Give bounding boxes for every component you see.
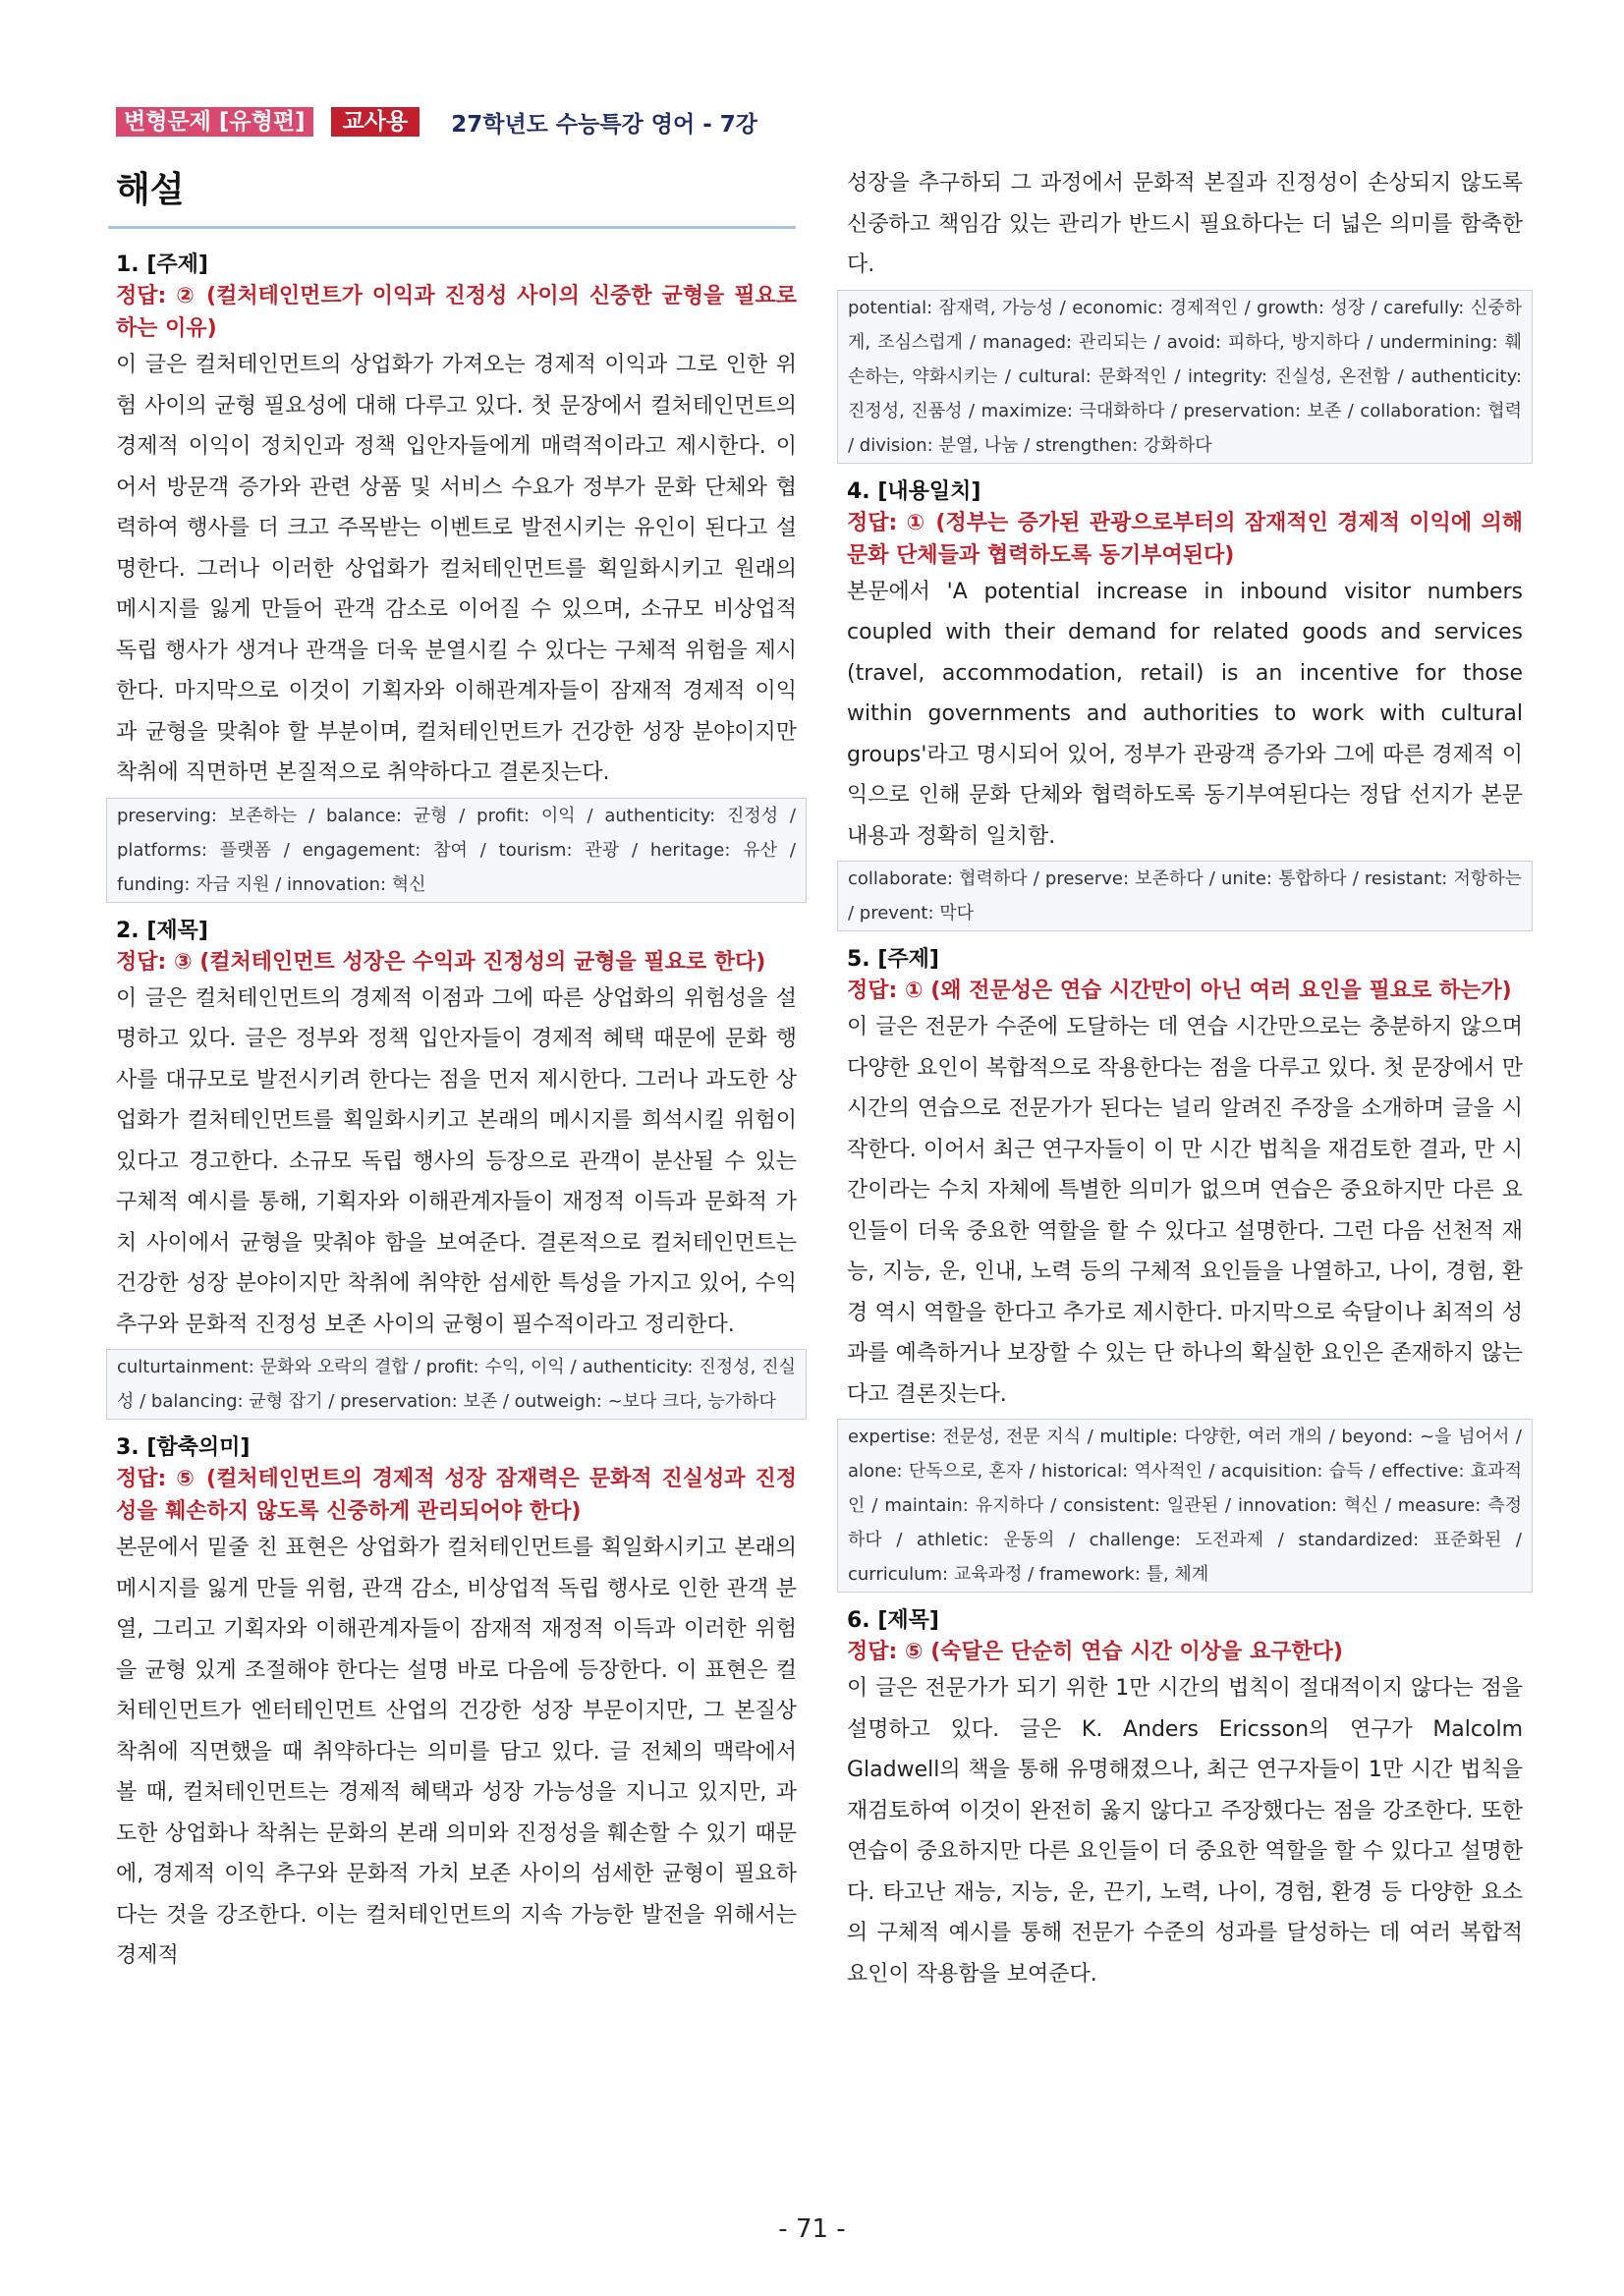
page-number: - 71 - <box>778 2214 846 2244</box>
vocabulary-box: potential: 잠재력, 가능성 / economic: 경제적인 / growth: 성장 / carefully: 신중하게, 조심스럽게 / managed: 관리되는 / avoid: 피하다, 방지하다 / undermining: 훼손하는, 약화시키는 / cultural: 문화적인 / integrity: 진실성, 온전함 / authenticity: 진정성, 진품성 / maximize: 극대화하다 / preservation: 보존 / collaboration: 협력 / division: 분열, 나눔 / strengthen: 강화하다 <box>837 290 1533 464</box>
header-title: 27학년도 수능특강 영어 - 7강 <box>451 111 757 138</box>
vocabulary-box: expertise: 전문성, 전문 지식 / multiple: 다양한, 여러 개의 / beyond: ~을 넘어서 / alone: 단독으로, 혼자 / historical: 역사적인 / acquisition: 습득 / effective: 효과적인 / maintain: 유지하다 / consistent: 일관된 / innovation: 혁신 / measure: 측정하다 / athletic: 운동의 / challenge: 도전과제 / standardized: 표준화된 / curriculum: 교육과정 / framework: 틀, 체계 <box>837 1419 1533 1593</box>
page-title: 해설 <box>116 170 185 210</box>
answer-line: 정답: ⑤ (컬처테인먼트의 경제적 성장 잠재력은 문화적 진실성과 진정성을 훼손하지 않도록 신중하게 관리되어야 한다) <box>116 1467 797 1524</box>
explanation-text: 본문에서 밑줄 친 표현은 상업화가 컬처테인먼트를 획일화시키고 본래의 메시지를 잃게 만들 위험, 관객 감소, 비상업적 독립 행사로 인한 관객 분열, 그리고 기획자와 이해관계자들이 잠재적 재정적 이득과 이러한 위험을 균형 있게 조절해야 한다는 설명 바로 다음에 등장한다. 이 표현은 컬처테인먼트가 엔터테인먼트 산업의 건강한 성장 부문이지만, 그 본질상 착취에 직면했을 때 취약하다는 의미를 담고 있다. 글 전체의 맥락에서 볼 때, 컬처테인먼트는 경제적 혜택과 성장 가능성을 지니고 있지만, 과도한 상업화나 착취는 문화의 본래 의미와 진정성을 훼손할 수 있기 때문에, 경제적 이익 추구와 문화적 가치 보존 사이의 섬세한 균형이 필요하다는 것을 강조한다. 이는 컬처테인먼트의 지속 가능한 발전을 위해서는 경제적 <box>116 1536 797 1968</box>
section-heading: 1. [주제] <box>116 252 208 277</box>
explanation-text: 이 글은 컬처테인먼트의 상업화가 가져오는 경제적 이익과 그로 인한 위험 사이의 균형 필요성에 대해 다루고 있다. 첫 문장에서 컬처테인먼트의 경제적 이익이 정치인과 정책 입안자들에게 매력적이라고 제시한다. 이어서 방문객 증가와 관련 상품 및 서비스 수요가 정부가 문화 단체와 협력하여 행사를 더 크고 주목받는 이벤트로 발전시키는 유인이 된다고 설명한다. 그러나 이러한 상업화가 컬처테인먼트를 획일화시키고 원래의 메시지를 잃게 만들어 관객 감소로 이어질 수 있으며, 소규모 비상업적 독립 행사가 생겨나 관객을 더욱 분열시킬 수 있다는 구체적 위험을 제시한다. 마지막으로 이것이 기획자와 이해관계자들이 잠재적 경제적 이익과 균형을 맞춰야 할 부분이며, 컬처테인먼트가 건강한 성장 분야이지만 착취에 직면하면 본질적으로 취약하다고 결론짓는다. <box>116 353 797 785</box>
section-heading: 4. [내용일치] <box>847 478 981 504</box>
section-1 <box>116 251 797 903</box>
section-6 <box>847 1606 1523 1994</box>
teacher-tag: 교사용 <box>331 107 420 137</box>
vocabulary-box: preserving: 보존하는 / balance: 균형 / profit: 이익 / authenticity: 진정성 / platforms: 플랫폼 / engagement: 참여 / tourism: 관광 / heritage: 유산 / funding: 자금 지원 / innovation: 혁신 <box>106 798 807 903</box>
answer-line: 정답: ① (정부는 증가된 관광으로부터의 잠재적인 경제적 이익에 의해 문화 단체들과 협력하도록 동기부여된다) <box>847 510 1523 568</box>
right-column <box>847 163 1523 2002</box>
page-header <box>116 106 757 138</box>
section-3-continued <box>847 163 1523 464</box>
section-4 <box>847 477 1523 932</box>
vocabulary-box: culturtainment: 문화와 오락의 결합 / profit: 수익, 이익 / authenticity: 진정성, 진실성 / balancing: 균형 잡기 / preservation: 보존 / outweigh: ~보다 크다, 능가하다 <box>106 1349 807 1420</box>
section-heading: 2. [제목] <box>116 918 208 943</box>
explanation-text: 이 글은 전문가가 되기 위한 1만 시간의 법칙이 절대적이지 않다는 점을 설명하고 있다. 글은 K. Anders Ericsson의 연구가 Malcolm Gladwell의 책을 통해 유명해졌으나, 최근 연구자들이 1만 시간 법칙을 재검토하여 이것이 완전히 옳지 않다고 주장했다는 점을 강조한다. 또한 연습이 중요하지만 다른 요인들이 더 중요한 역할을 할 수 있다고 설명한다. 타고난 재능, 지능, 운, 끈기, 노력, 나이, 경험, 환경 등 다양한 요소의 구체적 예시를 통해 전문가 수준의 성과를 달성하는 데 여러 복합적 요인이 작용함을 보여준다. <box>847 1676 1523 1987</box>
answer-line: 정답: ② (컬처테인먼트가 이익과 진정성 사이의 신중한 균형을 필요로 하는 이유) <box>116 284 797 341</box>
explanation-text: 이 글은 컬처테인먼트의 경제적 이점과 그에 따른 상업화의 위험성을 설명하고 있다. 글은 정부와 정책 입안자들이 경제적 혜택 때문에 문화 행사를 대규모로 발전시키려 한다는 점을 먼저 제시한다. 그러나 과도한 상업화가 컬처테인먼트를 획일화시키고 본래의 메시지를 희석시킬 위험이 있다고 경고한다. 소규모 독립 행사의 등장으로 관객이 분산될 수 있는 구체적 예시를 통해, 기획자와 이해관계자들이 재정적 이득과 문화적 가치 사이에서 균형을 맞춰야 함을 보여준다. 결론적으로 컬처테인먼트는 건강한 성장 분야이지만 착취에 취약한 섬세한 특성을 가지고 있어, 수익 추구와 문화적 진정성 보존 사이의 균형이 필수적이라고 정리한다. <box>116 985 797 1337</box>
left-column <box>116 165 797 1985</box>
answer-line: 정답: ⑤ (숙달은 단순히 연습 시간 이상을 요구한다) <box>847 1640 1343 1664</box>
explanation-text: 본문에서 'A potential increase in inbound visitor numbers coupled with their demand for related goods and services (travel, accommodation, retail) is an incentive for those within governments and authorities to work with cultural groups'라고 명시되어 있어, 정부가 관광객 증가와 그에 따른 경제적 이익으로 인해 문화 단체와 협력하도록 동기부여된다는 정답 선지가 본문 내용과 정확히 일치함. <box>847 579 1523 849</box>
section-5 <box>847 945 1523 1593</box>
section-heading: 6. [제목] <box>847 1608 939 1633</box>
explanation-text: 이 글은 전문가 수준에 도달하는 데 연습 시간만으로는 충분하지 않으며 다양한 요인이 복합적으로 작용한다는 점을 다루고 있다. 첫 문장에서 만 시간의 연습으로 전문가가 된다는 널리 알려진 주장을 소개하며 글을 시작한다. 이어서 최근 연구자들이 이 만 시간 법칙을 재검토한 결과, 만 시간이라는 수치 자체에 특별한 의미가 없으며 연습은 중요하지만 다른 요인들이 더욱 중요한 역할을 할 수 있다고 설명한다. 그런 다음 선천적 재능, 지능, 운, 인내, 노력 등의 구체적 요인들을 나열하고, 나이, 경험, 환경 역시 역할을 한다고 추가로 제시한다. 마지막으로 숙달이나 최적의 성과를 예측하거나 보장할 수 있는 단 하나의 확실한 요인은 존재하지 않는다고 결론짓는다. <box>847 1015 1523 1407</box>
answer-line: 정답: ① (왜 전문성은 연습 시간만이 아닌 여러 요인을 필요로 하는가) <box>847 979 1512 1003</box>
section-heading: 5. [주제] <box>847 947 939 972</box>
answer-line: 정답: ③ (컬처테인먼트 성장은 수익과 진정성의 균형을 필요로 한다) <box>116 949 766 975</box>
section-3 <box>116 1433 797 1977</box>
section-2 <box>116 917 797 1421</box>
problem-type-tag: 변형문제 [유형편] <box>116 107 313 137</box>
vocabulary-box: collaborate: 협력하다 / preserve: 보존하다 / unite: 통합하다 / resistant: 저항하는 / prevent: 막다 <box>837 861 1533 931</box>
title-divider <box>108 226 796 229</box>
section-heading: 3. [함축의미] <box>116 1435 251 1460</box>
explanation-text: 성장을 추구하되 그 과정에서 문화적 본질과 진정성이 손상되지 않도록 신중하고 책임감 있는 관리가 반드시 필요하다는 더 넓은 의미를 함축한다. <box>847 171 1523 277</box>
